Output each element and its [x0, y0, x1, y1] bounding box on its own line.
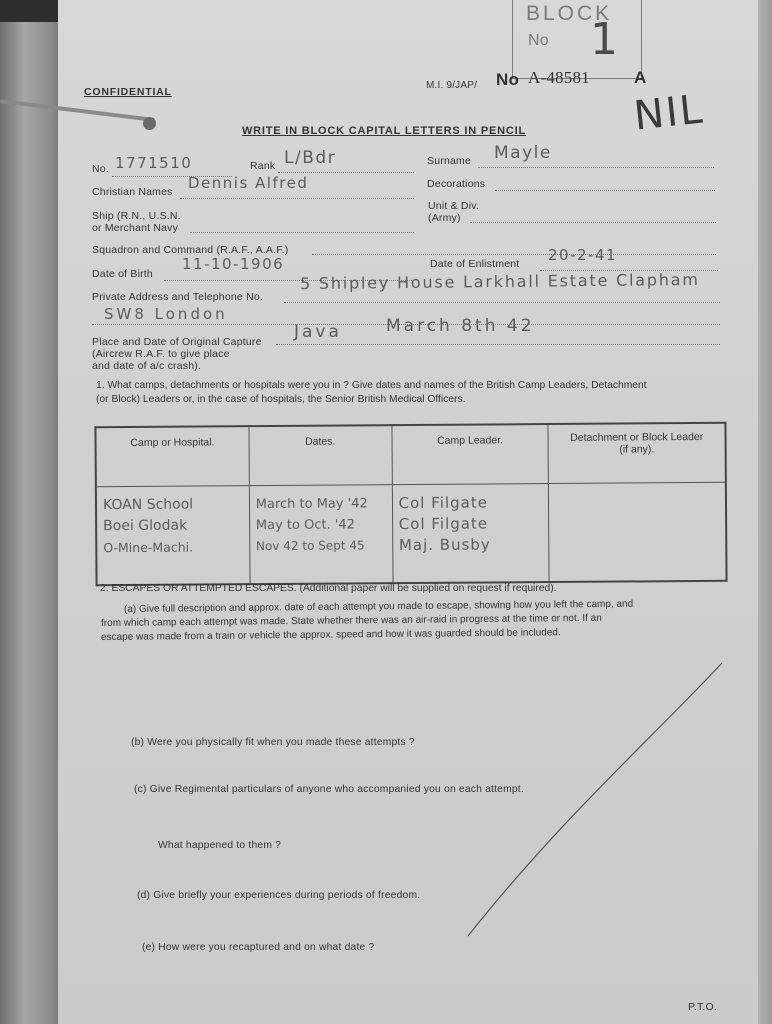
question-2b: (b) Were you physically fit when you made these attempts ? [131, 737, 415, 748]
pto-label: P.T.O. [688, 1001, 718, 1013]
confidential-label: CONFIDENTIAL [84, 86, 172, 98]
unit-label-line1: Unit & Div. [428, 200, 480, 212]
table-row-3-leader: Maj. Busby [398, 535, 491, 554]
nil-annotation: NIL [631, 86, 707, 140]
stamp-no-label: No [528, 32, 549, 49]
table-row-2-leader: Col Filgate [398, 514, 489, 533]
question-2a-line2: from which camp each attempt was made. State whether there was an air-raid in progress at the time or not. If an [100, 612, 602, 629]
ship-label-line2: or Merchant Navy [92, 222, 179, 234]
squadron-label: Squadron and Command (R.A.F., A.A.F.) [92, 244, 289, 256]
question-1-line2: (or Block) Leaders or, in the case of hospitals, the Senior British Medical Officers. [96, 394, 466, 405]
table-row-3-camp: O-Mine-Machi. [103, 539, 194, 555]
address-value-line2: SW8 London [104, 305, 228, 323]
question-2a-line1: (a) Give full description and approx. date of each attempt you made to escape, showing how you left the camp, and [123, 598, 634, 615]
table-row-1-dates: March to May '42 [255, 496, 368, 512]
col-dates-header: Dates. [305, 435, 336, 448]
col-camp-header: Camp or Hospital. [130, 436, 215, 449]
col-leader-header: Camp Leader. [437, 434, 504, 447]
capture-label-line2: (Aircrew R.A.F. to give place [92, 348, 230, 360]
question-2a-line3: escape was made from a train or vehicle the approx. speed and how it was guarded should be included. [100, 627, 561, 643]
unit-label-line2: (Army) [428, 212, 461, 224]
form-number-prefix: No [496, 70, 520, 89]
question-2c-sub: What happened to them ? [158, 840, 282, 851]
form-title: WRITE IN BLOCK CAPITAL LETTERS IN PENCIL [242, 125, 526, 137]
question-2-heading: 2. ESCAPES OR ATTEMPTED ESCAPES. (Additional paper will be supplied on request if required). [100, 583, 557, 594]
no-value: 1771510 [115, 154, 193, 172]
form-number: A-48581 [528, 68, 590, 87]
enlistment-value: 20-2-41 [548, 246, 618, 264]
stamp-block-label: BLOCK [526, 2, 613, 25]
dob-value: 11-10-1906 [182, 255, 285, 273]
capture-label-line3: and date of a/c crash). [92, 360, 202, 372]
christian-names-value: Dennis Alfred [188, 174, 309, 192]
decorations-label: Decorations [427, 178, 486, 190]
capture-label-line1: Place and Date of Original Capture [92, 336, 262, 348]
capture-place-value: Java [294, 322, 342, 342]
ship-label-line1: Ship (R.N., U.S.N. [92, 210, 181, 222]
capture-date-value: March 8th 42 [386, 316, 535, 336]
no-label: No. [92, 163, 109, 175]
surname-label: Surname [427, 155, 472, 167]
stamp-block-number: 1 [590, 14, 620, 65]
surname-value: Mayle [494, 143, 552, 163]
col-detachment-header: Detachment or Block Leader (if any). [570, 430, 704, 456]
table-row-1-camp: KOAN School [102, 496, 194, 513]
question-2d: (d) Give briefly your experiences during periods of freedom. [137, 890, 421, 901]
question-2e: (e) How were you recaptured and on what date ? [142, 942, 375, 953]
christian-names-label: Christian Names [92, 186, 173, 198]
enlistment-label: Date of Enlistment [430, 258, 520, 270]
question-1-line1: 1. What camps, detachments or hospitals were you in ? Give dates and names of the British Camp Leaders, Detachment [96, 380, 647, 391]
table-row-2-dates: May to Oct. '42 [255, 517, 355, 533]
table-row-1-leader: Col Filgate [398, 493, 488, 512]
form-reference: M.I. 9/JAP/ [426, 80, 478, 91]
table-row-3-dates: Nov 42 to Sept 45 [255, 538, 365, 553]
dob-label: Date of Birth [92, 268, 153, 280]
table-row-2-camp: Boei Glodak [103, 517, 188, 534]
rank-value: L/Bdr [284, 148, 337, 168]
form-number-suffix: A [634, 68, 647, 87]
rank-label: Rank [250, 160, 276, 172]
address-label: Private Address and Telephone No. [92, 291, 264, 303]
address-value-line1: 5 Shipley House Larkhall Estate Clapham [299, 269, 700, 294]
question-2c: (c) Give Regimental particulars of anyone who accompanied you on each attempt. [134, 784, 524, 795]
